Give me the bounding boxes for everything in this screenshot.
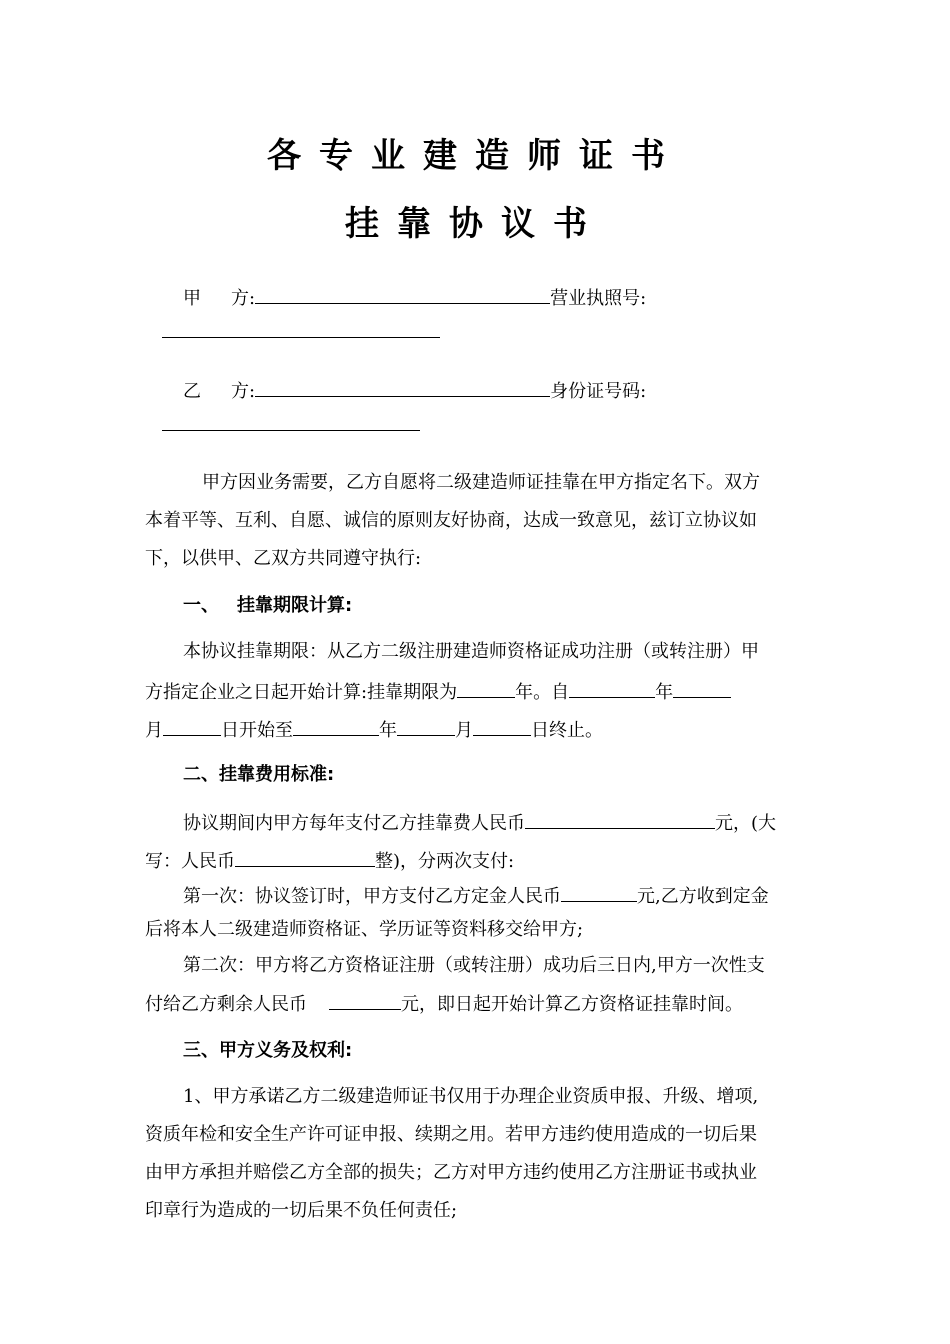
section1-title: 挂靠期限计算: [237, 595, 353, 616]
section2-line-6 [145, 989, 743, 1018]
party-a-license-field[interactable] [162, 337, 440, 338]
section2-line-4: 后将本人二级建造师资格证、学历证等资料移交给甲方; [145, 919, 584, 940]
section1-line2-text-a: 方指定企业之日起开始计算:挂靠期限为 [145, 682, 458, 703]
section1-line3-text-d: 月 [455, 720, 473, 741]
party-a-suffix: 方: [231, 288, 256, 309]
annual-fee-capital-field[interactable] [235, 846, 375, 867]
section2-line6-text-b: 元，即日起开始计算乙方资格证挂靠时间。 [401, 994, 743, 1015]
end-month-field[interactable] [397, 715, 455, 736]
intro-line-1: 甲方因业务需要，乙方自愿将二级建造师证挂靠在甲方指定名下。双方 [202, 472, 760, 493]
intro-line-2: 本着平等、互利、自愿、诚信的原则友好协商，达成一致意见，兹订立协议如 [145, 510, 757, 531]
intro-line-3: 下，以供甲、乙双方共同遵守执行: [145, 548, 422, 569]
section2-line1-text-b: 元，(大 [715, 813, 777, 834]
section3-line-3: 由甲方承担并赔偿乙方全部的损失；乙方对甲方违约使用乙方注册证书或执业 [145, 1162, 757, 1183]
section2-line2-text-a: 写：人民币 [145, 851, 235, 872]
section2-line2-text-b: 整)，分两次支付: [375, 851, 515, 872]
end-day-field[interactable] [473, 715, 531, 736]
party-b-id-field[interactable] [162, 430, 420, 431]
section2-heading: 二、挂靠费用标准: [183, 764, 335, 785]
start-year-field[interactable] [569, 677, 655, 698]
section2-line3-text-a: 第一次：协议签订时，甲方支付乙方定金人民币 [183, 886, 561, 907]
remaining-amount-field[interactable] [329, 989, 401, 1010]
party-b-id-label: 身份证号码: [550, 381, 647, 402]
section1-line2-text-c: 年 [655, 682, 674, 703]
document-title-line1: 各专业建造师证书 [267, 136, 683, 176]
section2-line-2 [145, 846, 514, 875]
party-b-name-field[interactable] [255, 376, 550, 397]
section2-line3-text-b: 元,乙方收到定金 [637, 886, 769, 907]
party-a-name-field[interactable] [255, 283, 550, 304]
section1-line-3 [145, 715, 603, 744]
party-a-label: 甲 [183, 288, 201, 309]
section1-line-1: 本协议挂靠期限：从乙方二级注册建造师资格证成功注册（或转注册）甲 [183, 641, 759, 662]
section1-line3-text-c: 年 [379, 720, 397, 741]
section1-line3-text-e: 日终止。 [531, 720, 603, 741]
start-day-field[interactable] [163, 715, 221, 736]
section1-line-2 [145, 677, 731, 706]
section1-line2-text-b: 年。自 [515, 682, 570, 703]
section2-line-5: 第二次：甲方将乙方资格证注册（或转注册）成功后三日内,甲方一次性支 [183, 955, 765, 976]
section1-line3-text-b: 日开始至 [221, 720, 293, 741]
section2-line-3 [183, 881, 769, 910]
section1-heading [183, 593, 352, 619]
party-b-suffix: 方: [231, 381, 256, 402]
end-year-field[interactable] [293, 715, 379, 736]
section3-line-1: 1、甲方承诺乙方二级建造师证书仅用于办理企业资质申报、升级、增项, [183, 1086, 759, 1107]
section3-line-2: 资质年检和安全生产许可证申报、续期之用。若甲方违约使用造成的一切后果 [145, 1124, 757, 1145]
annual-fee-field[interactable] [525, 808, 715, 829]
start-month-field[interactable] [673, 677, 731, 698]
section3-line-4: 印章行为造成的一切后果不负任何责任; [145, 1200, 458, 1221]
party-a-license-label: 营业执照号: [550, 288, 647, 309]
section2-line1-text-a: 协议期间内甲方每年支付乙方挂靠费人民币 [183, 813, 525, 834]
section2-line6-text-a: 付给乙方剩余人民币 [145, 994, 307, 1015]
section1-number: 一、 [183, 595, 219, 616]
party-b-label: 乙 [183, 381, 201, 402]
section1-line3-text-a: 月 [145, 720, 163, 741]
party-a-row [183, 283, 646, 312]
deposit-amount-field[interactable] [561, 881, 637, 902]
term-years-field[interactable] [457, 677, 515, 698]
section3-heading: 三、甲方义务及权利: [183, 1040, 353, 1061]
section2-line-1 [183, 808, 776, 837]
document-title-line2: 挂靠协议书 [345, 204, 605, 244]
party-b-row [183, 376, 646, 405]
